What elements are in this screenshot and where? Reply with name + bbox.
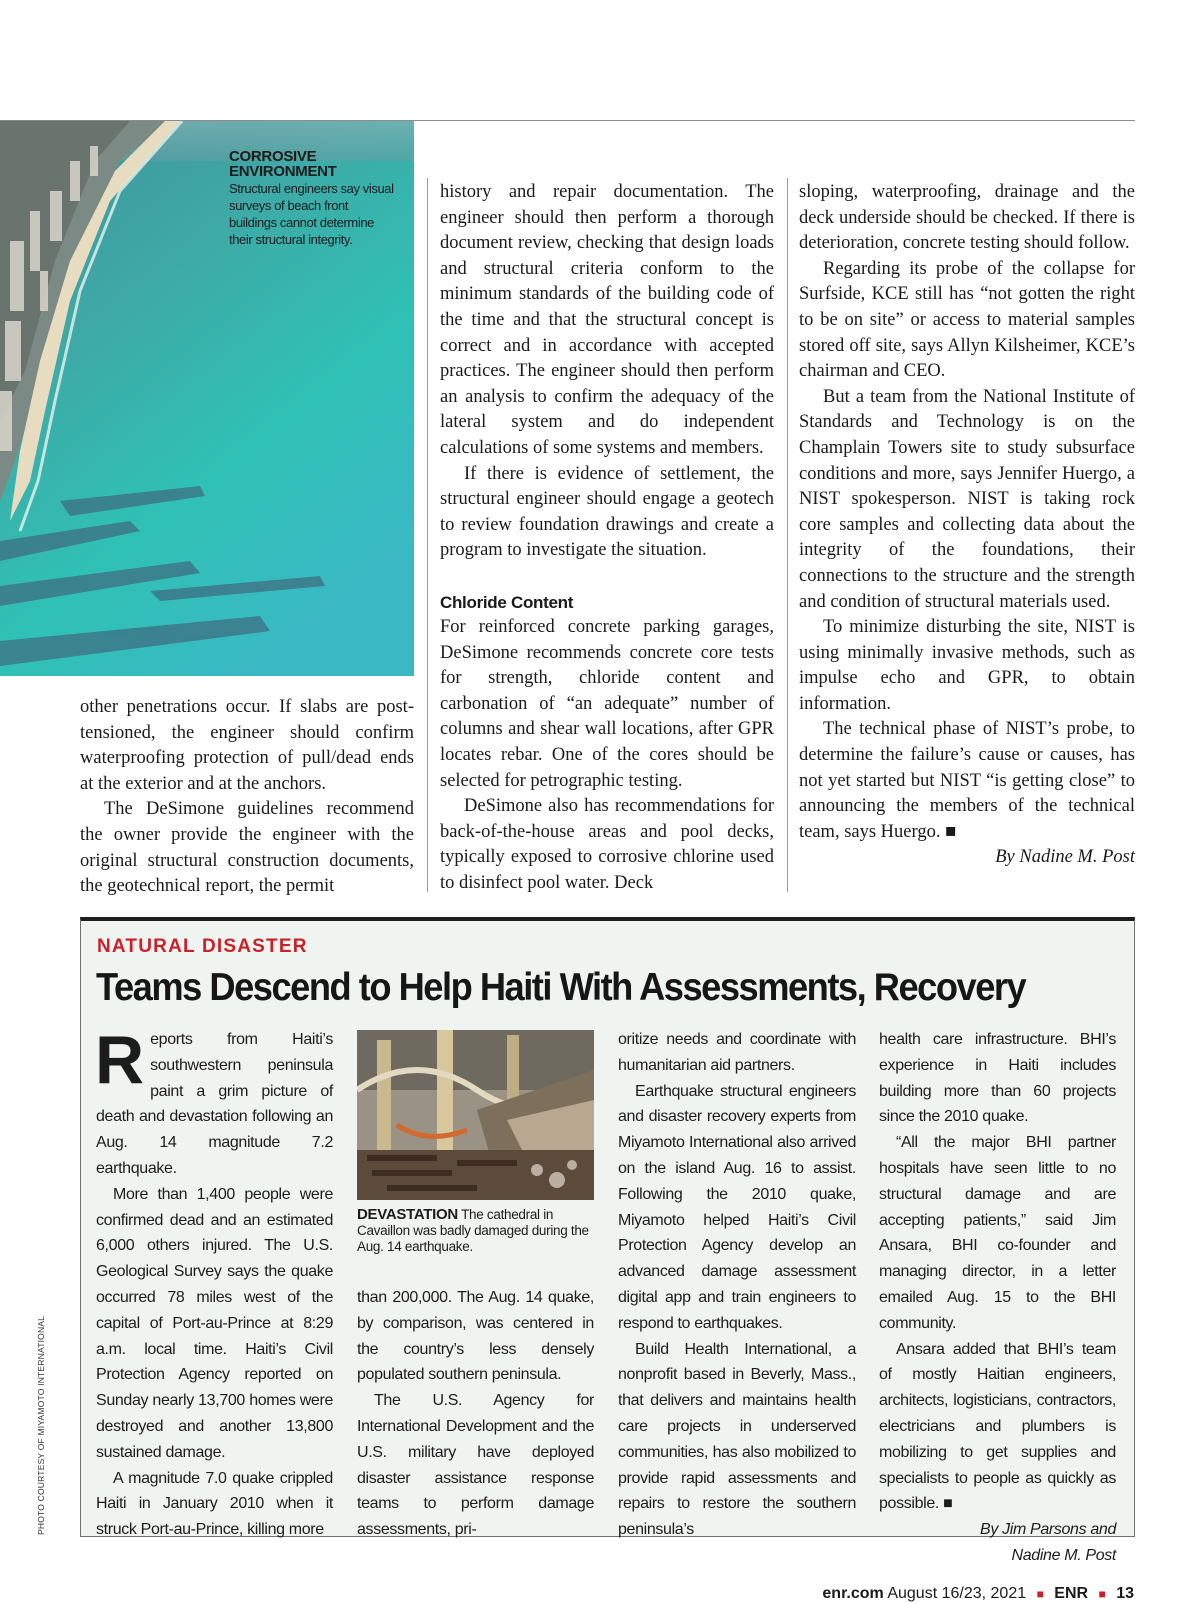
sidebar-headline: Teams Descend to Help Haiti With Assessments, Recovery	[96, 966, 1026, 1009]
sidebar-byline-1: By Jim Parsons and	[980, 1521, 1116, 1539]
cathedral-photo-caption	[357, 1207, 597, 1255]
paragraph: The technical phase of NIST’s probe, to determine the failure’s cause or causes, has not yet started but NIST “is getting close” to announcing the members of the technical team, says Huergo. ■	[799, 719, 1135, 842]
paragraph: sloping, waterproofing, drainage and the deck underside should be checked. If there is deterioration, concrete testing should follow.	[799, 182, 1135, 254]
paragraph: To minimize disturbing the site, NIST is using minimally invasive methods, such as impulse echo and GPR, to obtain information.	[799, 617, 1135, 714]
article-byline: By Nadine M. Post	[995, 847, 1135, 868]
caption-heading-2: ENVIRONMENT	[229, 163, 337, 180]
paragraph: health care infrastructure. BHI’s experience in Haiti includes building more than 60 projects since the 2010 quake.	[879, 1031, 1116, 1126]
paragraph: Earthquake structural engineers and disaster recovery experts from Miyamoto International also arrived on the island Aug. 16 to assist. Following the 2010 quake, Miyamoto helped Haiti’s Civil Protection Agency develop an advanced damage assessment digital app and train engineers to respond to earthquakes.	[618, 1082, 856, 1332]
sidebar-byline-2: Nadine M. Post	[1011, 1546, 1116, 1564]
photo-credit: PHOTO COURTESY OF MIYAMOTO INTERNATIONAL	[36, 1315, 46, 1535]
sidebar-kicker: NATURAL DISASTER	[97, 936, 308, 957]
drop-cap: R	[95, 1022, 145, 1098]
paragraph-text: eports from Haiti’s southwestern peninsula paint a grim picture of death and devastation following an Aug. 14 magnitude 7.2 earthquake.	[96, 1031, 333, 1177]
caption-heading: DEVASTATION	[357, 1206, 458, 1223]
paragraph: than 200,000. The Aug. 14 quake, by comparison, was centered in the country’s less densely populated southern peninsula.	[357, 1289, 594, 1384]
column-divider	[427, 178, 428, 892]
footer-date: August 16/23, 2021	[887, 1585, 1027, 1602]
paragraph: “All the major BHI partner hospitals have seen little to no structural damage and are accepting patients,” said Jim Ansara, BHI co-founder and managing director, in a letter emailed Aug. 15 to the BHI community.	[879, 1134, 1116, 1332]
paragraph	[95, 1022, 333, 1182]
sidebar-column-4	[879, 1027, 1116, 1569]
paragraph: oritize needs and coordinate with humanitarian aid partners.	[618, 1031, 856, 1074]
paragraph: The DeSimone guidelines recommend the owner provide the engineer with the original structural construction documents, the geotechnical report, the permit	[80, 799, 414, 897]
caption-heading-1: CORROSIVE	[229, 148, 317, 165]
caption-text: Structural engineers say visual surveys of beach front buildings cannot determine their structural integrity.	[229, 181, 394, 247]
square-bullet-icon: ■	[1036, 1587, 1044, 1601]
page-number: 13	[1116, 1585, 1134, 1602]
paragraph: For reinforced concrete parking garages, DeSimone recommends concrete core tests for strength, chloride content and carbonation of “an adequate” number of columns and shear wall locations, after GPR locates rebar. One of the cores should be selected for petrographic testing.	[440, 617, 774, 791]
column-divider	[787, 178, 788, 892]
beach-photo-caption	[229, 149, 394, 248]
paragraph: If there is evidence of settlement, the structural engineer should engage a geotech to review foundation drawings and create a program to investigate the situation.	[440, 463, 774, 561]
paragraph: DeSimone also has recommendations for back-of-the-house areas and pool decks, typically exposed to corrosive chlorine used to disinfect pool water. Deck	[440, 796, 774, 894]
paragraph: A magnitude 7.0 quake crippled Haiti in January 2010 when it struck Port-au-Prince, killing more	[96, 1469, 333, 1539]
paragraph: history and repair documentation. The engineer should then perform a thorough document review, checking that design loads and structural criteria conform to the minimum standards of the building code of the time and that the structural concept is correct and in accordance with accepted practices. The engineer should then perform an analysis to confirm the adequacy of the lateral system and do independent calculations of some systems and members.	[440, 182, 774, 458]
paragraph: But a team from the National Institute of Standards and Technology is on the Champlain Towers site to study subsurface conditions and more, says Jennifer Huergo, a NIST spokesperson. NIST is taking rock core samples and collecting data about the integrity of the foundations, their connections to the structure and the strength and condition of structural materials used.	[799, 386, 1135, 612]
cathedral-illustration	[357, 1030, 594, 1200]
caption-text: The cathedral in Cavaillon was badly damaged during the Aug. 14 earthquake.	[357, 1207, 589, 1254]
paragraph: Ansara added that BHI’s team of mostly Haitian engineers, architects, logisticians, contractors, electricians and plumbers is mobilizing to get supplies and specialists to people as quickly as possible. ■	[879, 1340, 1116, 1513]
article-column-3	[799, 180, 1135, 871]
section-subhead: Chloride Content	[440, 592, 574, 612]
page-footer	[822, 1585, 1134, 1603]
sidebar-column-3	[618, 1027, 856, 1543]
article-column-1	[80, 695, 414, 900]
footer-site: enr.com	[822, 1585, 884, 1602]
sidebar-column-1	[95, 1022, 333, 1543]
article-column-2	[440, 180, 774, 897]
cathedral-damage-photo	[357, 1030, 594, 1200]
paragraph: The U.S. Agency for International Development and the U.S. military have deployed disaster assistance response teams to perform damage assessments, pri-	[357, 1392, 594, 1539]
paragraph: other penetrations occur. If slabs are post-tensioned, the engineer should confirm waterproofing protection of pull/dead ends at the exterior and at the anchors.	[80, 697, 414, 794]
paragraph: Build Health International, a nonprofit based in Beverly, Mass., that delivers and maintains health care projects in underserved communities, has also mobilized to provide rapid assessments and repairs to restore the southern peninsula’s	[618, 1340, 856, 1539]
paragraph: Regarding its probe of the collapse for Surfside, KCE still has “not gotten the right to be on site” or access to material samples stored off site, says Allyn Kilsheimer, KCE’s chairman and CEO.	[799, 258, 1135, 382]
square-bullet-icon: ■	[1098, 1587, 1106, 1601]
footer-brand: ENR	[1054, 1585, 1089, 1602]
paragraph: More than 1,400 people were confirmed dead and an estimated 6,000 others injured. The U.S. Geological Survey says the quake occurred 78 miles west of the capital of Port-au-Prince at 8:29 a.m. local time. Haiti’s Civil Protection Agency reported on Sunday nearly 13,700 homes were destroyed and another 13,800 sustained damage.	[96, 1185, 333, 1461]
sidebar-column-2	[357, 1285, 594, 1543]
